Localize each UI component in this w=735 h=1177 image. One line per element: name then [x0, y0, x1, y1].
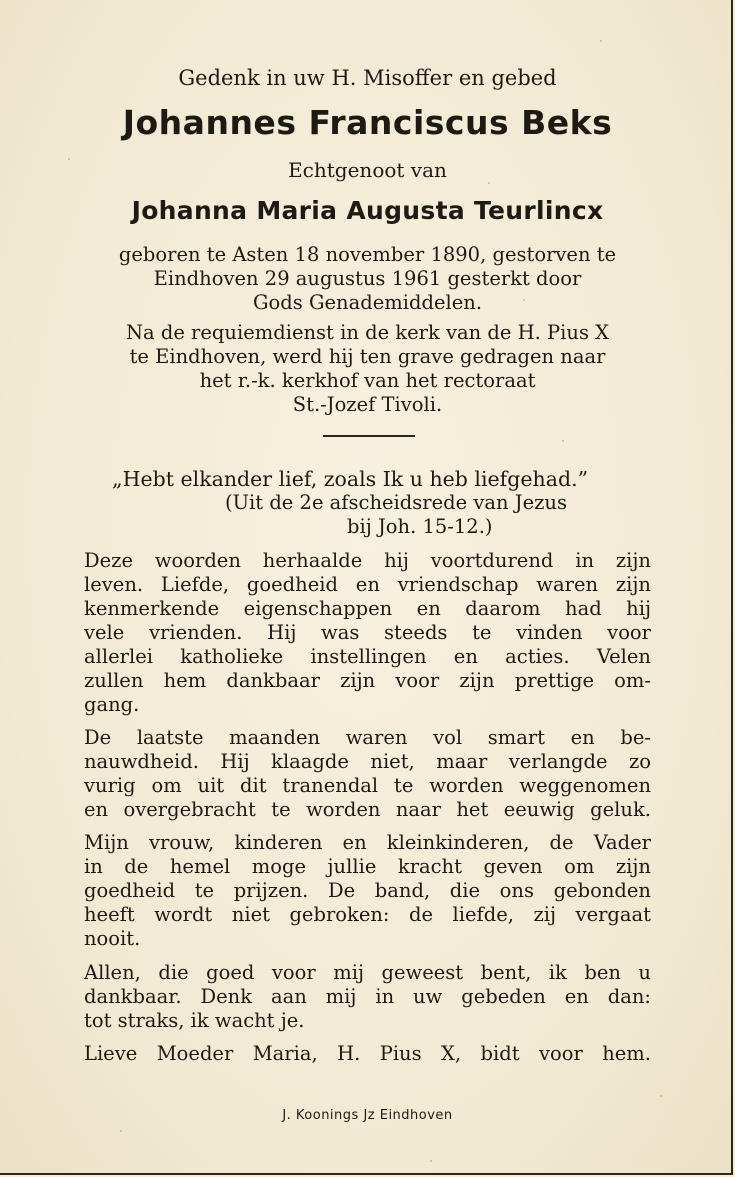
closing-prayer: Lieve Moeder Maria, H. Pius X, bidt voor hem.	[84, 1042, 651, 1065]
card-header: Gedenk in uw H. Misoffer en gebed	[178, 66, 557, 90]
deceased-name: Johannes Franciscus Beks	[122, 103, 613, 142]
paper-speck	[600, 40, 602, 42]
paragraph-1-line-4: vele vrienden. Hij was steeds te vinden voor	[84, 621, 651, 644]
paragraph-2-line-2: nauwdheid. Hij klaagde niet, maar verlangde zo	[84, 750, 651, 773]
spouse-name: Johanna Maria Augusta Teurlincx	[131, 196, 604, 225]
paragraph-1-line-5: allerlei katholieke instellingen en acties. Velen	[84, 645, 651, 668]
paragraph-3-line-1: Mijn vrouw, kinderen en kleinkinderen, de Vader	[84, 831, 651, 854]
paragraph-1-line-3: kenmerkende eigenschappen en daarom had hij	[84, 597, 651, 620]
paragraph-4-line-2: dankbaar. Denk aan mij in uw gebeden en dan:	[84, 985, 651, 1008]
paper-speck	[523, 299, 525, 301]
paragraph-1-line-7: gang.	[84, 693, 140, 716]
birth-line-1: geboren te Asten 18 november 1890, gestorven te	[118, 243, 617, 266]
paragraph-1-line-1: Deze woorden herhaalde hij voortdurend in zijn	[84, 549, 651, 572]
paper-speck	[488, 182, 490, 184]
paragraph-3-line-3: goedheid te prijzen. De band, die ons gebonden	[84, 879, 651, 902]
paragraph-2-line-3: vurig om uit dit tranendal te worden weggenomen	[84, 774, 651, 797]
paragraph-1-line-6: zullen hem dankbaar zijn voor zijn prettige om-	[84, 669, 651, 692]
burial-line-2: te Eindhoven, werd hij ten grave gedragen naar	[129, 345, 606, 368]
paper-speck	[68, 158, 70, 160]
paragraph-3-line-2: in de hemel moge jullie kracht geven om zijn	[84, 855, 651, 878]
paragraph-3-line-4: heeft wordt niet gebroken: de liefde, zij vergaat	[84, 903, 651, 926]
printer-imprint: J. Koonings Jz Eindhoven	[282, 1108, 453, 1123]
paragraph-1-line-2: leven. Liefde, goedheid en vriendschap waren zijn	[84, 573, 651, 596]
paper-speck	[660, 1095, 662, 1097]
bible-quote: „Hebt elkander lief, zoals Ik u heb liefgehad.”	[112, 467, 589, 491]
paragraph-4-line-1: Allen, die goed voor mij geweest bent, ik ben u	[84, 961, 651, 984]
quote-source-2: bij Joh. 15-12.)	[347, 515, 493, 538]
divider-rule	[323, 435, 415, 437]
birth-line-2: Eindhoven 29 augustus 1961 gesterkt door	[153, 267, 582, 290]
paper-speck	[430, 1160, 432, 1162]
paper-speck	[562, 440, 564, 442]
burial-line-3: het r.-k. kerkhof van het rectoraat	[199, 369, 536, 392]
paragraph-2-line-4: en overgebracht te worden naar het eeuwig geluk.	[84, 798, 651, 821]
birth-line-3: Gods Genademiddelen.	[252, 291, 483, 314]
paper-speck	[120, 1130, 122, 1132]
quote-source-1: (Uit de 2e afscheidsrede van Jezus	[225, 491, 567, 514]
paragraph-2-line-1: De laatste maanden waren vol smart en be-	[84, 726, 651, 749]
spouse-intro: Echtgenoot van	[288, 158, 447, 182]
paragraph-4-line-3: tot straks, ik wacht je.	[84, 1009, 305, 1032]
paragraph-3-line-5: nooit.	[84, 927, 141, 950]
burial-line-1: Na de requiemdienst in de kerk van de H. Pius X	[125, 321, 610, 344]
burial-line-4: St.-Jozef Tivoli.	[292, 393, 443, 416]
